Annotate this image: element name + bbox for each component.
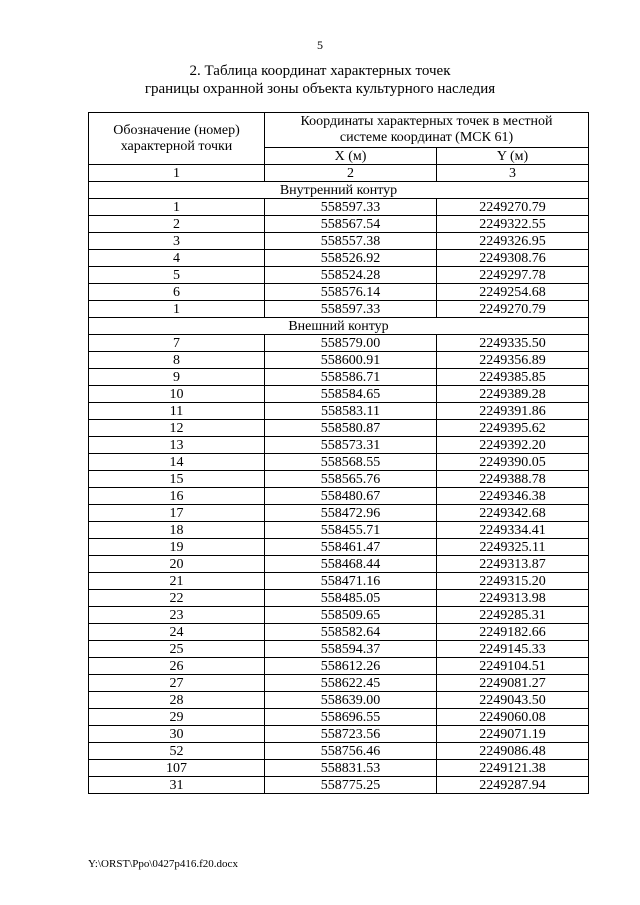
point-number-cell: 14: [89, 454, 265, 471]
table-row: [89, 301, 589, 318]
y-coordinate-cell: 2249182.66: [437, 624, 589, 641]
title-line-1: 2. Таблица координат характерных точек: [189, 63, 451, 79]
table-row: [89, 284, 589, 301]
x-coordinate-cell: 558485.05: [265, 590, 437, 607]
table-row: [89, 624, 589, 641]
y-coordinate-cell: 2249043.50: [437, 692, 589, 709]
y-coordinate-cell: 2249270.79: [437, 199, 589, 216]
y-coordinate-cell: 2249297.78: [437, 267, 589, 284]
x-coordinate-cell: 558723.56: [265, 726, 437, 743]
table-row: [89, 369, 589, 386]
table-row: [89, 250, 589, 267]
header-x: X (м): [265, 148, 437, 165]
column-index-2: 2: [265, 165, 437, 182]
table-row: [89, 641, 589, 658]
table-row: [89, 726, 589, 743]
point-number-cell: 31: [89, 777, 265, 794]
point-number-cell: 25: [89, 641, 265, 658]
header-y: Y (м): [437, 148, 589, 165]
x-coordinate-cell: 558455.71: [265, 522, 437, 539]
point-number-cell: 27: [89, 675, 265, 692]
x-coordinate-cell: 558831.53: [265, 760, 437, 777]
table-row: [89, 556, 589, 573]
column-index-1: 1: [89, 165, 265, 182]
x-coordinate-cell: 558461.47: [265, 539, 437, 556]
y-coordinate-cell: 2249104.51: [437, 658, 589, 675]
x-coordinate-cell: 558583.11: [265, 403, 437, 420]
table-row: [89, 437, 589, 454]
point-number-cell: 1: [89, 199, 265, 216]
x-coordinate-cell: 558576.14: [265, 284, 437, 301]
point-number-cell: 28: [89, 692, 265, 709]
table-row: [89, 471, 589, 488]
section-title: Внутренний контур: [89, 182, 589, 199]
y-coordinate-cell: 2249285.31: [437, 607, 589, 624]
table-row: [89, 658, 589, 675]
y-coordinate-cell: 2249086.48: [437, 743, 589, 760]
point-number-cell: 21: [89, 573, 265, 590]
y-coordinate-cell: 2249342.68: [437, 505, 589, 522]
y-coordinate-cell: 2249335.50: [437, 335, 589, 352]
x-coordinate-cell: 558480.67: [265, 488, 437, 505]
y-coordinate-cell: 2249385.85: [437, 369, 589, 386]
coordinates-table: [88, 112, 589, 794]
table-row: [89, 743, 589, 760]
x-coordinate-cell: 558756.46: [265, 743, 437, 760]
point-number-cell: 26: [89, 658, 265, 675]
x-coordinate-cell: 558568.55: [265, 454, 437, 471]
table-row: [89, 420, 589, 437]
x-coordinate-cell: 558612.26: [265, 658, 437, 675]
x-coordinate-cell: 558524.28: [265, 267, 437, 284]
y-coordinate-cell: 2249391.86: [437, 403, 589, 420]
x-coordinate-cell: 558579.00: [265, 335, 437, 352]
table-row: [89, 505, 589, 522]
y-coordinate-cell: 2249334.41: [437, 522, 589, 539]
point-number-cell: 3: [89, 233, 265, 250]
point-number-cell: 16: [89, 488, 265, 505]
y-coordinate-cell: 2249081.27: [437, 675, 589, 692]
point-number-cell: 15: [89, 471, 265, 488]
document-title: [0, 62, 640, 98]
point-number-cell: 29: [89, 709, 265, 726]
point-number-cell: 13: [89, 437, 265, 454]
y-coordinate-cell: 2249060.08: [437, 709, 589, 726]
title-line-2: границы охранной зоны объекта культурного наследия: [144, 81, 496, 97]
section-title: Внешний контур: [89, 318, 589, 335]
x-coordinate-cell: 558472.96: [265, 505, 437, 522]
column-index-3: 3: [437, 165, 589, 182]
table-row: [89, 454, 589, 471]
point-number-cell: 107: [89, 760, 265, 777]
y-coordinate-cell: 2249392.20: [437, 437, 589, 454]
point-number-cell: 8: [89, 352, 265, 369]
y-coordinate-cell: 2249389.28: [437, 386, 589, 403]
point-number-cell: 20: [89, 556, 265, 573]
table-row: [89, 199, 589, 216]
point-number-cell: 2: [89, 216, 265, 233]
table-header: [89, 113, 589, 182]
column-index-row: [89, 165, 589, 182]
section-header-row: [89, 318, 589, 335]
point-number-cell: 17: [89, 505, 265, 522]
x-coordinate-cell: 558622.45: [265, 675, 437, 692]
table-row: [89, 760, 589, 777]
y-coordinate-cell: 2249346.38: [437, 488, 589, 505]
table-row: [89, 216, 589, 233]
table-row: [89, 692, 589, 709]
header-point-designation: Обозначение (номер) характерной точки: [89, 113, 265, 165]
x-coordinate-cell: 558775.25: [265, 777, 437, 794]
point-number-cell: 5: [89, 267, 265, 284]
x-coordinate-cell: 558567.54: [265, 216, 437, 233]
table-row: [89, 607, 589, 624]
y-coordinate-cell: 2249356.89: [437, 352, 589, 369]
point-number-cell: 7: [89, 335, 265, 352]
table-row: [89, 590, 589, 607]
point-number-cell: 9: [89, 369, 265, 386]
point-number-cell: 24: [89, 624, 265, 641]
file-path-footer: Y:\ORST\Ppo\0427p416.f20.docx: [88, 858, 238, 870]
y-coordinate-cell: 2249325.11: [437, 539, 589, 556]
x-coordinate-cell: 558582.64: [265, 624, 437, 641]
x-coordinate-cell: 558584.65: [265, 386, 437, 403]
y-coordinate-cell: 2249315.20: [437, 573, 589, 590]
point-number-cell: 22: [89, 590, 265, 607]
y-coordinate-cell: 2249270.79: [437, 301, 589, 318]
y-coordinate-cell: 2249308.76: [437, 250, 589, 267]
table-row: [89, 267, 589, 284]
point-number-cell: 30: [89, 726, 265, 743]
y-coordinate-cell: 2249390.05: [437, 454, 589, 471]
y-coordinate-cell: 2249395.62: [437, 420, 589, 437]
page-number: 5: [317, 38, 323, 52]
x-coordinate-cell: 558586.71: [265, 369, 437, 386]
point-number-cell: 12: [89, 420, 265, 437]
table-row: [89, 403, 589, 420]
x-coordinate-cell: 558557.38: [265, 233, 437, 250]
y-coordinate-cell: 2249145.33: [437, 641, 589, 658]
y-coordinate-cell: 2249121.38: [437, 760, 589, 777]
point-number-cell: 6: [89, 284, 265, 301]
y-coordinate-cell: 2249287.94: [437, 777, 589, 794]
table-row: [89, 675, 589, 692]
table-body: [89, 182, 589, 794]
point-number-cell: 4: [89, 250, 265, 267]
point-number-cell: 1: [89, 301, 265, 318]
table-row: [89, 573, 589, 590]
table-row: [89, 488, 589, 505]
x-coordinate-cell: 558573.31: [265, 437, 437, 454]
y-coordinate-cell: 2249313.98: [437, 590, 589, 607]
x-coordinate-cell: 558468.44: [265, 556, 437, 573]
x-coordinate-cell: 558509.65: [265, 607, 437, 624]
x-coordinate-cell: 558597.33: [265, 301, 437, 318]
header-coordinates: Координаты характерных точек в местной системе координат (МСК 61): [265, 113, 589, 148]
y-coordinate-cell: 2249071.19: [437, 726, 589, 743]
point-number-cell: 11: [89, 403, 265, 420]
table-row: [89, 386, 589, 403]
table-row: [89, 233, 589, 250]
y-coordinate-cell: 2249322.55: [437, 216, 589, 233]
x-coordinate-cell: 558526.92: [265, 250, 437, 267]
x-coordinate-cell: 558639.00: [265, 692, 437, 709]
x-coordinate-cell: 558594.37: [265, 641, 437, 658]
point-number-cell: 18: [89, 522, 265, 539]
y-coordinate-cell: 2249326.95: [437, 233, 589, 250]
x-coordinate-cell: 558580.87: [265, 420, 437, 437]
x-coordinate-cell: 558696.55: [265, 709, 437, 726]
table-row: [89, 539, 589, 556]
section-header-row: [89, 182, 589, 199]
table-row: [89, 777, 589, 794]
x-coordinate-cell: 558600.91: [265, 352, 437, 369]
table-row: [89, 709, 589, 726]
table-row: [89, 335, 589, 352]
x-coordinate-cell: 558597.33: [265, 199, 437, 216]
y-coordinate-cell: 2249313.87: [437, 556, 589, 573]
y-coordinate-cell: 2249254.68: [437, 284, 589, 301]
x-coordinate-cell: 558471.16: [265, 573, 437, 590]
point-number-cell: 19: [89, 539, 265, 556]
point-number-cell: 10: [89, 386, 265, 403]
x-coordinate-cell: 558565.76: [265, 471, 437, 488]
point-number-cell: 52: [89, 743, 265, 760]
table-row: [89, 352, 589, 369]
y-coordinate-cell: 2249388.78: [437, 471, 589, 488]
point-number-cell: 23: [89, 607, 265, 624]
table-row: [89, 522, 589, 539]
